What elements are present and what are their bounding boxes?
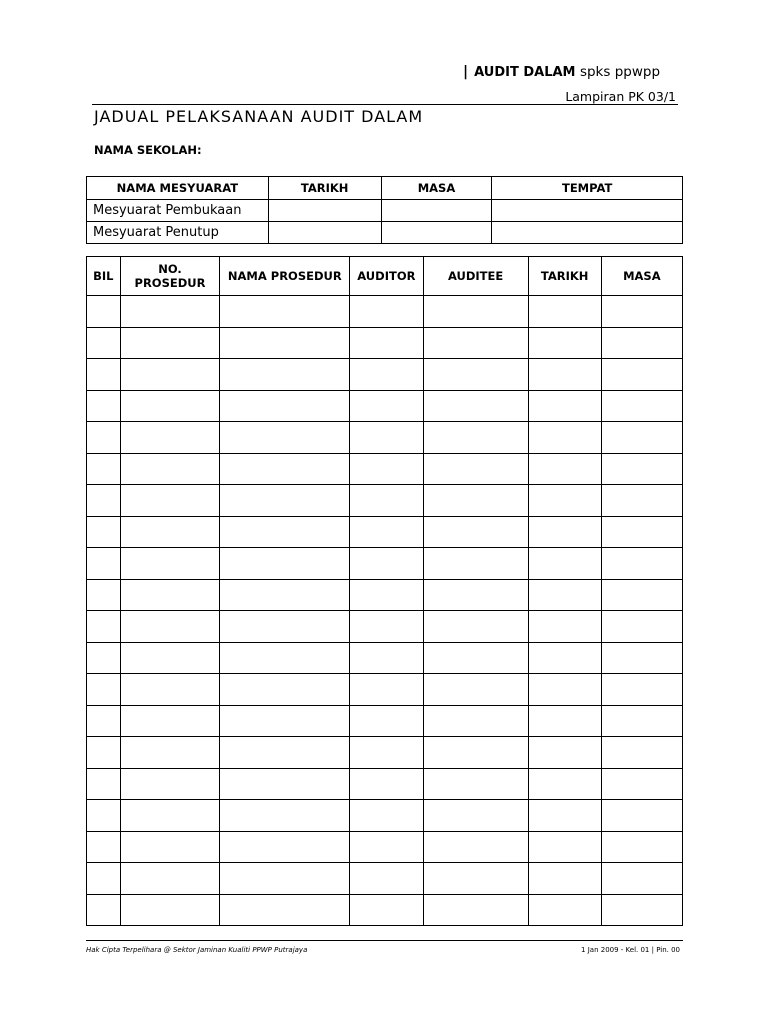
masa-cell[interactable] (601, 863, 682, 895)
masa-cell[interactable] (601, 579, 682, 611)
schedule-table (86, 256, 683, 926)
masa-cell[interactable] (601, 422, 682, 454)
nama-prosedur-cell[interactable] (220, 390, 350, 422)
masa-cell[interactable] (601, 327, 682, 359)
nama-prosedur-cell[interactable] (220, 327, 350, 359)
nama-prosedur-cell[interactable] (220, 674, 350, 706)
nama-prosedur-cell[interactable] (220, 863, 350, 895)
meeting-date-cell[interactable] (268, 222, 381, 244)
no-prosedur-cell[interactable] (120, 548, 220, 580)
bil-cell[interactable] (87, 737, 121, 769)
schedule-row (87, 516, 683, 548)
no-prosedur-cell[interactable] (120, 390, 220, 422)
meeting-date-cell[interactable] (268, 200, 381, 222)
auditee-cell[interactable] (423, 390, 528, 422)
masa-cell[interactable] (601, 485, 682, 517)
no-prosedur-cell[interactable] (120, 422, 220, 454)
meeting-header-cell: TEMPAT (492, 177, 683, 200)
schedule-row (87, 485, 683, 517)
meeting-header-cell: TARIKH (268, 177, 381, 200)
schedule-table-body (87, 296, 683, 926)
bil-cell[interactable] (87, 390, 121, 422)
tarikh-cell[interactable] (528, 453, 601, 485)
meeting-place-cell[interactable] (492, 222, 683, 244)
header-title: AUDIT DALAM (474, 65, 576, 80)
auditor-cell[interactable] (350, 579, 423, 611)
masa-cell[interactable] (601, 737, 682, 769)
tarikh-cell[interactable] (528, 863, 601, 895)
auditor-cell[interactable] (350, 296, 423, 328)
header-divider (92, 104, 678, 105)
tarikh-cell[interactable] (528, 831, 601, 863)
auditor-cell[interactable] (350, 327, 423, 359)
auditor-cell[interactable] (350, 422, 423, 454)
schedule-row (87, 422, 683, 454)
schedule-header-cell: MASA (601, 257, 682, 296)
masa-cell[interactable] (601, 296, 682, 328)
bil-cell[interactable] (87, 548, 121, 580)
bil-cell[interactable] (87, 327, 121, 359)
masa-cell[interactable] (601, 894, 682, 926)
no-prosedur-cell[interactable] (120, 768, 220, 800)
auditee-cell[interactable] (423, 422, 528, 454)
auditee-cell[interactable] (423, 894, 528, 926)
nama-prosedur-cell[interactable] (220, 296, 350, 328)
auditor-cell[interactable] (350, 768, 423, 800)
nama-prosedur-cell[interactable] (220, 642, 350, 674)
auditee-cell[interactable] (423, 611, 528, 643)
nama-prosedur-cell[interactable] (220, 516, 350, 548)
masa-cell[interactable] (601, 768, 682, 800)
tarikh-cell[interactable] (528, 894, 601, 926)
auditee-cell[interactable] (423, 296, 528, 328)
tarikh-cell[interactable] (528, 548, 601, 580)
nama-prosedur-cell[interactable] (220, 579, 350, 611)
meeting-time-cell[interactable] (381, 200, 492, 222)
auditee-cell[interactable] (423, 485, 528, 517)
bil-cell[interactable] (87, 359, 121, 391)
masa-cell[interactable] (601, 516, 682, 548)
auditee-cell[interactable] (423, 863, 528, 895)
document-header (463, 64, 678, 80)
auditor-cell[interactable] (350, 831, 423, 863)
header-bar: | (463, 64, 469, 80)
tarikh-cell[interactable] (528, 768, 601, 800)
tarikh-cell[interactable] (528, 579, 601, 611)
page-title: JADUAL PELAKSANAAN AUDIT DALAM (94, 107, 424, 126)
tarikh-cell[interactable] (528, 485, 601, 517)
auditee-cell[interactable] (423, 359, 528, 391)
header-subtitle: spks ppwpp (579, 64, 661, 80)
tarikh-cell[interactable] (528, 422, 601, 454)
schedule-row (87, 453, 683, 485)
meeting-row (87, 222, 683, 244)
nama-prosedur-cell[interactable] (220, 768, 350, 800)
no-prosedur-cell[interactable] (120, 894, 220, 926)
meeting-name-cell: Mesyuarat Penutup (87, 222, 269, 244)
meeting-name-cell: Mesyuarat Pembukaan (87, 200, 269, 222)
nama-prosedur-cell[interactable] (220, 453, 350, 485)
auditor-cell[interactable] (350, 453, 423, 485)
schedule-row (87, 768, 683, 800)
schedule-header-cell: NO. PROSEDUR (120, 257, 220, 296)
auditor-cell[interactable] (350, 737, 423, 769)
nama-prosedur-cell[interactable] (220, 548, 350, 580)
auditor-cell[interactable] (350, 390, 423, 422)
tarikh-cell[interactable] (528, 800, 601, 832)
masa-cell[interactable] (601, 674, 682, 706)
nama-prosedur-cell[interactable] (220, 737, 350, 769)
auditee-cell[interactable] (423, 737, 528, 769)
schedule-row (87, 296, 683, 328)
footer-divider (86, 940, 683, 941)
tarikh-cell[interactable] (528, 390, 601, 422)
masa-cell[interactable] (601, 831, 682, 863)
auditor-cell[interactable] (350, 674, 423, 706)
bil-cell[interactable] (87, 579, 121, 611)
bil-cell[interactable] (87, 422, 121, 454)
auditee-cell[interactable] (423, 674, 528, 706)
auditee-cell[interactable] (423, 800, 528, 832)
tarikh-cell[interactable] (528, 516, 601, 548)
schedule-row (87, 642, 683, 674)
auditee-cell[interactable] (423, 516, 528, 548)
no-prosedur-cell[interactable] (120, 705, 220, 737)
auditor-cell[interactable] (350, 516, 423, 548)
nama-prosedur-cell[interactable] (220, 485, 350, 517)
lampiran-label: Lampiran PK 03/1 (565, 89, 676, 104)
no-prosedur-cell[interactable] (120, 579, 220, 611)
auditee-cell[interactable] (423, 327, 528, 359)
auditee-cell[interactable] (423, 705, 528, 737)
schedule-row (87, 674, 683, 706)
no-prosedur-cell[interactable] (120, 453, 220, 485)
auditor-cell[interactable] (350, 863, 423, 895)
nama-prosedur-cell[interactable] (220, 611, 350, 643)
tarikh-cell[interactable] (528, 705, 601, 737)
auditor-cell[interactable] (350, 611, 423, 643)
tarikh-cell[interactable] (528, 737, 601, 769)
nama-prosedur-cell[interactable] (220, 831, 350, 863)
bil-cell[interactable] (87, 674, 121, 706)
bil-cell[interactable] (87, 296, 121, 328)
nama-prosedur-cell[interactable] (220, 705, 350, 737)
auditor-cell[interactable] (350, 705, 423, 737)
schedule-row (87, 548, 683, 580)
meeting-place-cell[interactable] (492, 200, 683, 222)
masa-cell[interactable] (601, 611, 682, 643)
auditor-cell[interactable] (350, 642, 423, 674)
schedule-row (87, 894, 683, 926)
bil-cell[interactable] (87, 863, 121, 895)
masa-cell[interactable] (601, 359, 682, 391)
no-prosedur-cell[interactable] (120, 485, 220, 517)
auditee-cell[interactable] (423, 768, 528, 800)
masa-cell[interactable] (601, 800, 682, 832)
tarikh-cell[interactable] (528, 359, 601, 391)
auditee-cell[interactable] (423, 642, 528, 674)
masa-cell[interactable] (601, 642, 682, 674)
schedule-row (87, 579, 683, 611)
no-prosedur-cell[interactable] (120, 359, 220, 391)
masa-cell[interactable] (601, 548, 682, 580)
masa-cell[interactable] (601, 453, 682, 485)
bil-cell[interactable] (87, 453, 121, 485)
tarikh-cell[interactable] (528, 674, 601, 706)
auditee-cell[interactable] (423, 548, 528, 580)
schedule-row (87, 390, 683, 422)
bil-cell[interactable] (87, 831, 121, 863)
auditee-cell[interactable] (423, 579, 528, 611)
bil-cell[interactable] (87, 768, 121, 800)
meeting-table (86, 176, 683, 244)
schedule-row (87, 831, 683, 863)
auditor-cell[interactable] (350, 359, 423, 391)
no-prosedur-cell[interactable] (120, 800, 220, 832)
nama-prosedur-cell[interactable] (220, 422, 350, 454)
nama-prosedur-cell[interactable] (220, 800, 350, 832)
auditee-cell[interactable] (423, 453, 528, 485)
bil-cell[interactable] (87, 894, 121, 926)
footer-copyright: Hak Cipta Terpelihara @ Sektor Jaminan Kualiti PPWP Putrajaya (86, 946, 308, 954)
footer-version: 1 Jan 2009 - Kel. 01 | Pin. 00 (581, 946, 680, 954)
masa-cell[interactable] (601, 390, 682, 422)
meeting-header-cell: MASA (381, 177, 492, 200)
tarikh-cell[interactable] (528, 642, 601, 674)
meeting-row (87, 200, 683, 222)
schedule-row (87, 737, 683, 769)
meeting-header-cell: NAMA MESYUARAT (87, 177, 269, 200)
tarikh-cell[interactable] (528, 296, 601, 328)
schedule-row (87, 863, 683, 895)
schedule-row (87, 359, 683, 391)
bil-cell[interactable] (87, 485, 121, 517)
schedule-header-cell: TARIKH (528, 257, 601, 296)
bil-cell[interactable] (87, 800, 121, 832)
meeting-time-cell[interactable] (381, 222, 492, 244)
no-prosedur-cell[interactable] (120, 674, 220, 706)
schedule-row (87, 800, 683, 832)
no-prosedur-cell[interactable] (120, 737, 220, 769)
schedule-header-cell: AUDITEE (423, 257, 528, 296)
schedule-table-header (87, 257, 683, 296)
no-prosedur-cell[interactable] (120, 611, 220, 643)
auditor-cell[interactable] (350, 800, 423, 832)
tarikh-cell[interactable] (528, 611, 601, 643)
bil-cell[interactable] (87, 642, 121, 674)
no-prosedur-cell[interactable] (120, 516, 220, 548)
meeting-table-header (87, 177, 683, 200)
auditee-cell[interactable] (423, 831, 528, 863)
no-prosedur-cell[interactable] (120, 831, 220, 863)
schedule-header-cell: NAMA PROSEDUR (220, 257, 350, 296)
nama-prosedur-cell[interactable] (220, 894, 350, 926)
bil-cell[interactable] (87, 611, 121, 643)
no-prosedur-cell[interactable] (120, 327, 220, 359)
schedule-row (87, 327, 683, 359)
bil-cell[interactable] (87, 705, 121, 737)
no-prosedur-cell[interactable] (120, 863, 220, 895)
auditor-cell[interactable] (350, 548, 423, 580)
schedule-row (87, 705, 683, 737)
tarikh-cell[interactable] (528, 327, 601, 359)
no-prosedur-cell[interactable] (120, 296, 220, 328)
nama-prosedur-cell[interactable] (220, 359, 350, 391)
auditor-cell[interactable] (350, 485, 423, 517)
schedule-header-cell: BIL (87, 257, 121, 296)
masa-cell[interactable] (601, 705, 682, 737)
nama-sekolah-label: NAMA SEKOLAH: (94, 143, 202, 157)
bil-cell[interactable] (87, 516, 121, 548)
schedule-row (87, 611, 683, 643)
auditor-cell[interactable] (350, 894, 423, 926)
no-prosedur-cell[interactable] (120, 642, 220, 674)
schedule-header-cell: AUDITOR (350, 257, 423, 296)
